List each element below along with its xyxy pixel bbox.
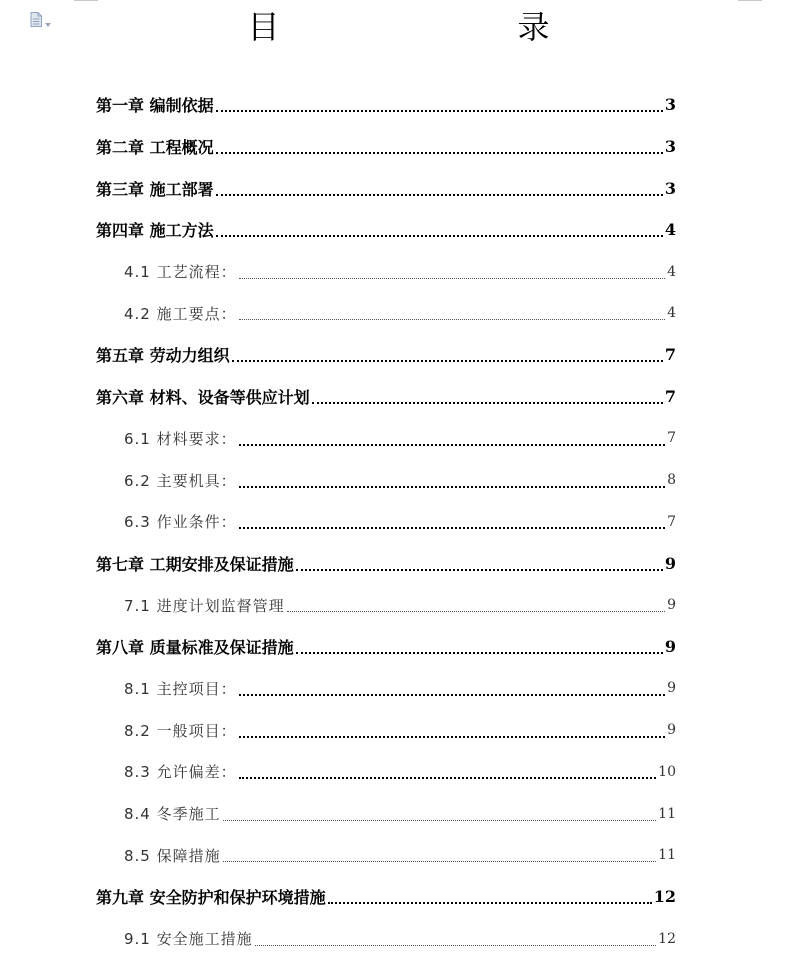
toc-chapter-entry[interactable] [96, 209, 676, 251]
dot-leader [296, 568, 663, 571]
toc-entry-label: 第七章 工期安排及保证措施 [96, 554, 294, 574]
toc-section-entry[interactable] [96, 751, 676, 793]
dot-leader [216, 234, 663, 237]
toc-section-entry[interactable] [96, 709, 676, 751]
toc-chapter-entry[interactable] [96, 84, 676, 126]
dot-leader [328, 901, 652, 904]
toc-page-number: 11 [658, 847, 676, 864]
dot-leader [232, 359, 663, 362]
toc-page-number: 3 [664, 95, 676, 115]
toc-entry-label: 6.3 作业条件： [124, 513, 237, 532]
toc-section-entry[interactable] [96, 918, 676, 959]
toc-section-entry[interactable] [96, 834, 676, 876]
toc-page-number: 4 [667, 263, 676, 280]
toc-page-number: 9 [664, 637, 676, 657]
toc-entry-label: 6.1 材料要求： [124, 429, 237, 448]
page-corner-mark-left [74, 0, 98, 1]
toc-page-number: 7 [667, 513, 676, 530]
dot-leader [239, 277, 665, 279]
dot-leader [239, 485, 665, 488]
dot-leader [239, 526, 665, 529]
dot-leader [239, 693, 665, 696]
toc-page-number: 7 [667, 430, 676, 447]
toc-page-number: 7 [664, 387, 676, 407]
toc-entry-label: 第二章 工程概况 [96, 138, 214, 158]
toc-page-number: 7 [664, 345, 676, 365]
page-corner-mark-right [738, 0, 762, 1]
dot-leader [296, 651, 663, 654]
toc-section-entry[interactable] [96, 584, 676, 626]
dot-leader [216, 109, 663, 112]
toc-entry-label: 7.1 进度计划监督管理 [124, 596, 285, 615]
dot-leader [239, 735, 665, 738]
page-title: 目 录 [247, 8, 608, 46]
table-of-contents [96, 84, 676, 959]
toc-page-number: 3 [664, 178, 676, 198]
toc-page-number: 4 [664, 220, 676, 240]
toc-page-number: 12 [653, 887, 676, 907]
toc-page-number: 4 [667, 305, 676, 322]
dot-leader [223, 819, 657, 821]
toc-chapter-entry[interactable] [96, 543, 676, 585]
toc-entry-label: 4.2 施工要点： [124, 304, 237, 323]
toc-section-entry[interactable] [96, 459, 676, 501]
toc-page-number: 12 [658, 930, 676, 947]
toc-page-number: 3 [664, 137, 676, 157]
toc-page-number: 8 [667, 472, 676, 489]
toc-entry-label: 4.1 工艺流程： [124, 263, 237, 282]
toc-section-entry[interactable] [96, 292, 676, 334]
toc-chapter-entry[interactable] [96, 376, 676, 418]
toc-page-number: 10 [658, 763, 676, 780]
toc-entry-label: 8.3 允许偏差： [124, 763, 237, 782]
toc-entry-label: 第六章 材料、设备等供应计划 [96, 388, 310, 408]
toc-page-number: 9 [664, 553, 676, 573]
toc-section-entry[interactable] [96, 418, 676, 460]
dot-leader [255, 944, 657, 946]
toc-entry-label: 8.1 主控项目： [124, 679, 237, 698]
toc-entry-label: 9.1 安全施工措施 [124, 930, 253, 949]
dot-leader [216, 151, 663, 154]
toc-entry-label: 第三章 施工部署 [96, 179, 214, 199]
toc-entry-label: 8.2 一般项目： [124, 721, 237, 740]
toc-page-number: 9 [667, 722, 676, 739]
toc-section-entry[interactable] [96, 668, 676, 710]
toc-chapter-entry[interactable] [96, 167, 676, 209]
toc-page-number: 11 [658, 805, 676, 822]
toc-entry-label: 8.5 保障措施 [124, 846, 221, 865]
dot-leader [239, 776, 657, 779]
toc-entry-label: 第八章 质量标准及保证措施 [96, 638, 294, 658]
toc-page-number: 9 [667, 680, 676, 697]
dot-leader [239, 318, 665, 320]
toc-entry-label: 第一章 编制依据 [96, 96, 214, 116]
toc-chapter-entry[interactable] [96, 876, 676, 918]
toc-section-entry[interactable] [96, 251, 676, 293]
dot-leader [223, 860, 657, 862]
dot-leader [239, 443, 665, 446]
toc-chapter-entry[interactable] [96, 126, 676, 168]
dot-leader [216, 193, 663, 196]
toc-entry-label: 第四章 施工方法 [96, 221, 214, 241]
toc-chapter-entry[interactable] [96, 626, 676, 668]
toc-section-entry[interactable] [96, 793, 676, 835]
toc-chapter-entry[interactable] [96, 334, 676, 376]
dot-leader [287, 610, 665, 612]
dot-leader [312, 401, 663, 404]
toc-entry-label: 第九章 安全防护和保护环境措施 [96, 888, 326, 908]
toc-entry-label: 8.4 冬季施工 [124, 805, 221, 824]
toc-entry-label: 第五章 劳动力组织 [96, 346, 230, 366]
toc-entry-label: 6.2 主要机具： [124, 471, 237, 490]
toc-page-number: 9 [667, 597, 676, 614]
toc-section-entry[interactable] [96, 501, 676, 543]
